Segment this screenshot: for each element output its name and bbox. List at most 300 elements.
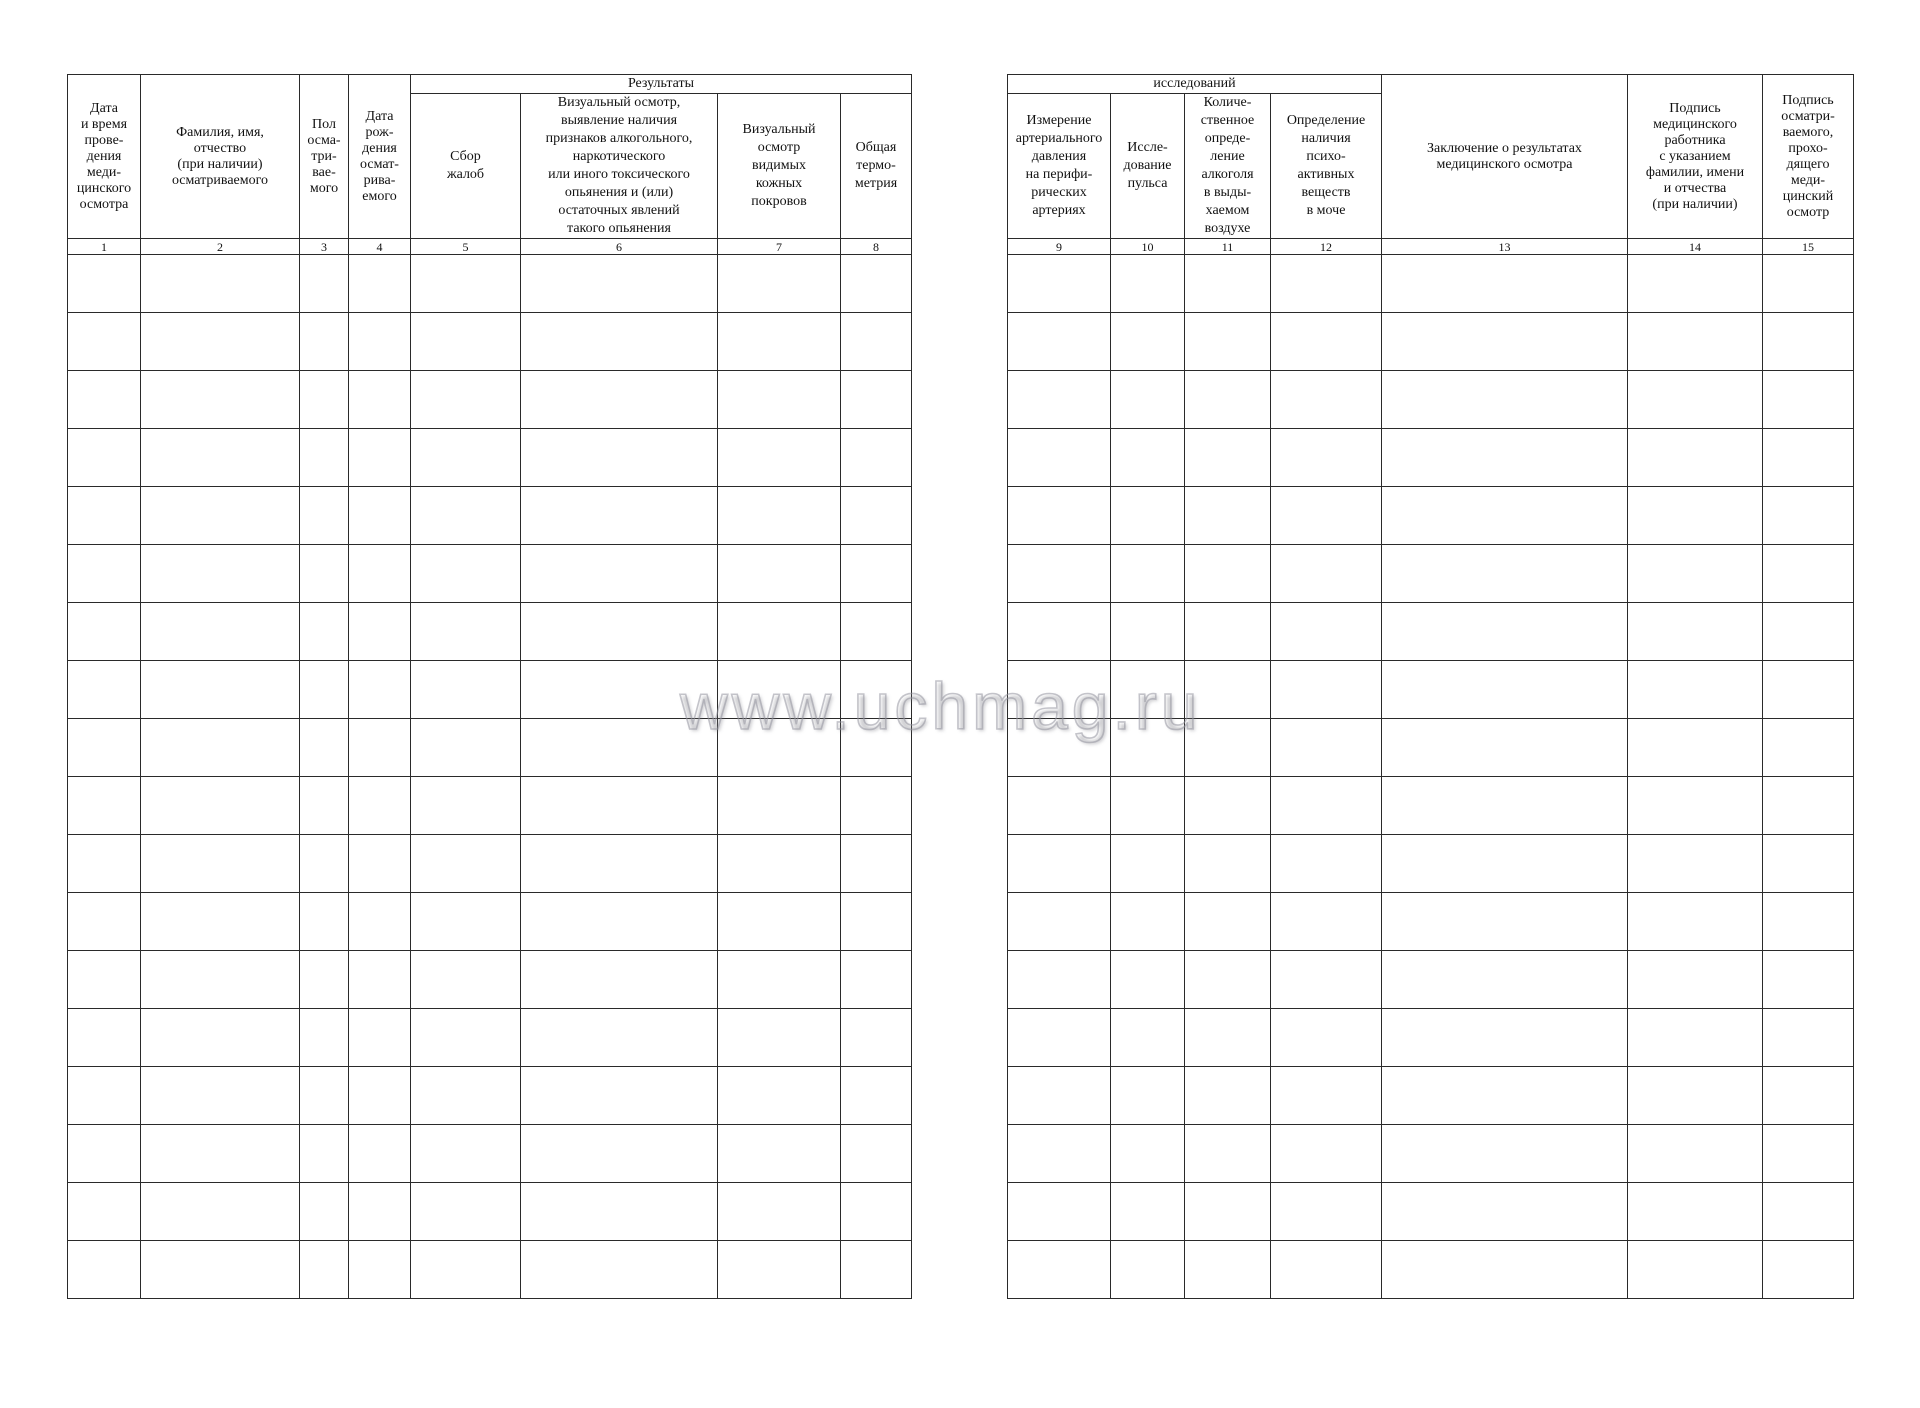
table-cell[interactable] <box>1382 719 1628 777</box>
table-cell[interactable] <box>300 1241 349 1299</box>
table-cell[interactable] <box>349 545 411 603</box>
table-cell[interactable] <box>68 719 141 777</box>
table-cell[interactable] <box>1111 1009 1185 1067</box>
table-cell[interactable] <box>411 255 521 313</box>
table-cell[interactable] <box>1763 1241 1854 1299</box>
table-cell[interactable] <box>521 429 718 487</box>
table-cell[interactable] <box>349 313 411 371</box>
table-cell[interactable] <box>1382 487 1628 545</box>
table-cell[interactable] <box>841 487 912 545</box>
table-cell[interactable] <box>1382 893 1628 951</box>
table-cell[interactable] <box>1111 429 1185 487</box>
table-cell[interactable] <box>411 1241 521 1299</box>
table-cell[interactable] <box>1008 255 1111 313</box>
table-cell[interactable] <box>300 835 349 893</box>
table-cell[interactable] <box>1763 603 1854 661</box>
table-cell[interactable] <box>1111 1067 1185 1125</box>
table-cell[interactable] <box>141 1241 300 1299</box>
table-cell[interactable] <box>349 487 411 545</box>
table-row <box>1008 1125 1854 1183</box>
table-cell[interactable] <box>300 893 349 951</box>
table-cell[interactable] <box>349 1067 411 1125</box>
table-cell[interactable] <box>1271 719 1382 777</box>
table-cell[interactable] <box>1111 1125 1185 1183</box>
table-cell[interactable] <box>411 893 521 951</box>
table-row <box>1008 1241 1854 1299</box>
table-cell[interactable] <box>1008 719 1111 777</box>
table-cell[interactable] <box>1763 1183 1854 1241</box>
table-cell[interactable] <box>349 1183 411 1241</box>
table-cell[interactable] <box>411 1067 521 1125</box>
table-cell[interactable] <box>718 719 841 777</box>
header-urine-substances: Определение наличия психо- активных веществ в моче <box>1271 94 1382 239</box>
table-cell[interactable] <box>1185 835 1271 893</box>
table-cell[interactable] <box>68 1125 141 1183</box>
table-cell[interactable] <box>1111 777 1185 835</box>
table-cell[interactable] <box>1185 545 1271 603</box>
table-cell[interactable] <box>1763 777 1854 835</box>
table-cell[interactable] <box>1008 1067 1111 1125</box>
table-cell[interactable] <box>1763 835 1854 893</box>
table-cell[interactable] <box>1382 429 1628 487</box>
table-cell[interactable] <box>300 371 349 429</box>
table-cell[interactable] <box>141 1067 300 1125</box>
table-row <box>68 603 912 661</box>
table-cell[interactable] <box>841 1009 912 1067</box>
table-cell[interactable] <box>841 893 912 951</box>
table-cell[interactable] <box>521 777 718 835</box>
table-cell[interactable] <box>68 545 141 603</box>
table-cell[interactable] <box>300 777 349 835</box>
table-cell[interactable] <box>1185 487 1271 545</box>
table-row <box>1008 371 1854 429</box>
table-cell[interactable] <box>1628 603 1763 661</box>
table-row <box>68 661 912 719</box>
table-cell[interactable] <box>68 661 141 719</box>
table-cell[interactable] <box>1111 255 1185 313</box>
table-cell[interactable] <box>1628 1241 1763 1299</box>
table-cell[interactable] <box>718 1241 841 1299</box>
table-cell[interactable] <box>841 313 912 371</box>
table-cell[interactable] <box>68 603 141 661</box>
table-cell[interactable] <box>141 603 300 661</box>
table-cell[interactable] <box>1111 371 1185 429</box>
table-cell[interactable] <box>1271 893 1382 951</box>
table-cell[interactable] <box>411 545 521 603</box>
table-cell[interactable] <box>841 1067 912 1125</box>
table-cell[interactable] <box>521 545 718 603</box>
blank-rows-left <box>68 255 912 1299</box>
header-conclusion: Заключение о результатах медицинского осмотра <box>1382 75 1628 239</box>
table-cell[interactable] <box>521 1183 718 1241</box>
table-cell[interactable] <box>1628 1067 1763 1125</box>
table-cell[interactable] <box>1008 661 1111 719</box>
column-number: 7 <box>718 239 841 255</box>
table-cell[interactable] <box>1271 371 1382 429</box>
table-cell[interactable] <box>1271 1009 1382 1067</box>
table-cell[interactable] <box>1008 545 1111 603</box>
table-cell[interactable] <box>141 893 300 951</box>
table-cell[interactable] <box>68 1183 141 1241</box>
table-cell[interactable] <box>1628 661 1763 719</box>
header-visual-intoxication: Визуальный осмотр, выявление наличия признаков алкогольного, наркотического или иного токсического опьянения и (или) остаточных явлений такого опьянения <box>521 94 718 239</box>
table-cell[interactable] <box>349 661 411 719</box>
table-row <box>1008 603 1854 661</box>
table-cell[interactable] <box>1271 487 1382 545</box>
table-cell[interactable] <box>1111 487 1185 545</box>
table-cell[interactable] <box>1271 429 1382 487</box>
table-cell[interactable] <box>68 777 141 835</box>
table-cell[interactable] <box>68 1009 141 1067</box>
table-cell[interactable] <box>1628 1009 1763 1067</box>
table-cell[interactable] <box>300 545 349 603</box>
table-cell[interactable] <box>1628 371 1763 429</box>
header-thermometry: Общая термо- метрия <box>841 94 912 239</box>
table-cell[interactable] <box>349 835 411 893</box>
table-cell[interactable] <box>349 603 411 661</box>
table-cell[interactable] <box>1628 835 1763 893</box>
table-cell[interactable] <box>718 487 841 545</box>
table-row <box>1008 661 1854 719</box>
table-cell[interactable] <box>521 371 718 429</box>
table-cell[interactable] <box>411 777 521 835</box>
table-cell[interactable] <box>718 1183 841 1241</box>
table-row <box>1008 429 1854 487</box>
table-cell[interactable] <box>1185 429 1271 487</box>
table-cell[interactable] <box>1382 603 1628 661</box>
table-cell[interactable] <box>68 893 141 951</box>
table-cell[interactable] <box>1008 1125 1111 1183</box>
table-cell[interactable] <box>841 371 912 429</box>
table-cell[interactable] <box>1763 487 1854 545</box>
table-cell[interactable] <box>1628 719 1763 777</box>
table-cell[interactable] <box>1008 893 1111 951</box>
column-number: 6 <box>521 239 718 255</box>
table-cell[interactable] <box>1763 371 1854 429</box>
table-row <box>68 487 912 545</box>
table-cell[interactable] <box>1763 545 1854 603</box>
table-cell[interactable] <box>141 1125 300 1183</box>
table-cell[interactable] <box>411 719 521 777</box>
table-cell[interactable] <box>521 1125 718 1183</box>
table-cell[interactable] <box>1628 777 1763 835</box>
table-cell[interactable] <box>1382 255 1628 313</box>
table-cell[interactable] <box>300 951 349 1009</box>
table-cell[interactable] <box>1111 835 1185 893</box>
table-cell[interactable] <box>718 893 841 951</box>
table-cell[interactable] <box>718 1125 841 1183</box>
table-cell[interactable] <box>1185 951 1271 1009</box>
table-cell[interactable] <box>141 661 300 719</box>
table-cell[interactable] <box>1763 255 1854 313</box>
table-cell[interactable] <box>718 835 841 893</box>
table-cell[interactable] <box>68 429 141 487</box>
table-cell[interactable] <box>841 255 912 313</box>
column-number: 9 <box>1008 239 1111 255</box>
table-cell[interactable] <box>411 487 521 545</box>
table-cell[interactable] <box>411 1183 521 1241</box>
table-cell[interactable] <box>411 1009 521 1067</box>
table-cell[interactable] <box>1185 1241 1271 1299</box>
table-cell[interactable] <box>68 487 141 545</box>
table-cell[interactable] <box>1763 951 1854 1009</box>
table-cell[interactable] <box>1111 951 1185 1009</box>
table-row <box>68 1125 912 1183</box>
table-cell[interactable] <box>141 719 300 777</box>
table-cell[interactable] <box>1111 719 1185 777</box>
table-cell[interactable] <box>68 835 141 893</box>
table-cell[interactable] <box>141 255 300 313</box>
table-cell[interactable] <box>300 1067 349 1125</box>
table-cell[interactable] <box>349 719 411 777</box>
table-cell[interactable] <box>1763 719 1854 777</box>
table-cell[interactable] <box>411 603 521 661</box>
table-cell[interactable] <box>141 487 300 545</box>
table-cell[interactable] <box>1185 1067 1271 1125</box>
table-cell[interactable] <box>300 487 349 545</box>
table-cell[interactable] <box>68 1067 141 1125</box>
table-cell[interactable] <box>1185 255 1271 313</box>
column-number: 12 <box>1271 239 1382 255</box>
table-cell[interactable] <box>1628 1183 1763 1241</box>
table-cell[interactable] <box>68 1241 141 1299</box>
table-cell[interactable] <box>141 371 300 429</box>
table-cell[interactable] <box>1185 1009 1271 1067</box>
table-cell[interactable] <box>1185 719 1271 777</box>
table-cell[interactable] <box>1382 545 1628 603</box>
table-cell[interactable] <box>1111 603 1185 661</box>
table-cell[interactable] <box>841 429 912 487</box>
table-cell[interactable] <box>68 313 141 371</box>
table-row <box>68 719 912 777</box>
table-cell[interactable] <box>1185 777 1271 835</box>
table-cell[interactable] <box>1382 313 1628 371</box>
table-cell[interactable] <box>1763 429 1854 487</box>
table-cell[interactable] <box>300 661 349 719</box>
table-cell[interactable] <box>841 1241 912 1299</box>
table-cell[interactable] <box>1763 1009 1854 1067</box>
table-cell[interactable] <box>411 429 521 487</box>
table-cell[interactable] <box>1271 835 1382 893</box>
table-cell[interactable] <box>1271 603 1382 661</box>
table-cell[interactable] <box>1763 1125 1854 1183</box>
table-cell[interactable] <box>1008 1183 1111 1241</box>
table-cell[interactable] <box>1382 1067 1628 1125</box>
table-row <box>68 371 912 429</box>
table-cell[interactable] <box>349 893 411 951</box>
table-cell[interactable] <box>411 661 521 719</box>
table-cell[interactable] <box>141 1009 300 1067</box>
table-cell[interactable] <box>411 313 521 371</box>
table-cell[interactable] <box>349 255 411 313</box>
table-cell[interactable] <box>1763 313 1854 371</box>
table-cell[interactable] <box>1185 1125 1271 1183</box>
table-cell[interactable] <box>1008 603 1111 661</box>
table-cell[interactable] <box>349 429 411 487</box>
table-cell[interactable] <box>841 1125 912 1183</box>
table-cell[interactable] <box>1628 545 1763 603</box>
table-cell[interactable] <box>68 371 141 429</box>
table-cell[interactable] <box>1185 1183 1271 1241</box>
table-cell[interactable] <box>1382 835 1628 893</box>
table-cell[interactable] <box>1111 1241 1185 1299</box>
table-cell[interactable] <box>718 255 841 313</box>
table-cell[interactable] <box>300 1125 349 1183</box>
table-cell[interactable] <box>1271 255 1382 313</box>
table-cell[interactable] <box>1008 1009 1111 1067</box>
table-cell[interactable] <box>1382 1125 1628 1183</box>
table-cell[interactable] <box>1008 313 1111 371</box>
table-cell[interactable] <box>1628 429 1763 487</box>
table-cell[interactable] <box>349 777 411 835</box>
table-cell[interactable] <box>1271 1125 1382 1183</box>
table-cell[interactable] <box>1763 1067 1854 1125</box>
table-cell[interactable] <box>1008 835 1111 893</box>
table-cell[interactable] <box>300 1183 349 1241</box>
table-cell[interactable] <box>841 1183 912 1241</box>
table-cell[interactable] <box>841 545 912 603</box>
table-cell[interactable] <box>141 1183 300 1241</box>
table-cell[interactable] <box>1271 1067 1382 1125</box>
table-cell[interactable] <box>1008 487 1111 545</box>
table-cell[interactable] <box>1628 951 1763 1009</box>
table-cell[interactable] <box>1008 429 1111 487</box>
table-row <box>68 313 912 371</box>
table-cell[interactable] <box>1111 893 1185 951</box>
table-cell[interactable] <box>718 1009 841 1067</box>
table-cell[interactable] <box>1382 951 1628 1009</box>
table-cell[interactable] <box>718 661 841 719</box>
table-cell[interactable] <box>1008 951 1111 1009</box>
table-cell[interactable] <box>300 313 349 371</box>
table-cell[interactable] <box>1382 661 1628 719</box>
table-cell[interactable] <box>1271 661 1382 719</box>
table-cell[interactable] <box>718 545 841 603</box>
table-cell[interactable] <box>1382 1241 1628 1299</box>
table-cell[interactable] <box>1628 255 1763 313</box>
table-cell[interactable] <box>718 603 841 661</box>
table-cell[interactable] <box>1185 893 1271 951</box>
table-cell[interactable] <box>1382 371 1628 429</box>
table-cell[interactable] <box>718 429 841 487</box>
table-cell[interactable] <box>841 951 912 1009</box>
table-cell[interactable] <box>411 1125 521 1183</box>
table-cell[interactable] <box>141 835 300 893</box>
header-birth-date: Дата рож- дения осмат- рива- емого <box>349 75 411 239</box>
table-cell[interactable] <box>141 951 300 1009</box>
table-cell[interactable] <box>718 777 841 835</box>
table-cell[interactable] <box>841 777 912 835</box>
table-cell[interactable] <box>1763 661 1854 719</box>
table-cell[interactable] <box>1628 1125 1763 1183</box>
table-cell[interactable] <box>521 255 718 313</box>
table-cell[interactable] <box>521 487 718 545</box>
table-row <box>68 1241 912 1299</box>
table-cell[interactable] <box>68 951 141 1009</box>
table-cell[interactable] <box>1271 777 1382 835</box>
table-cell[interactable] <box>411 835 521 893</box>
right-page <box>1007 74 1853 1299</box>
table-cell[interactable] <box>521 1067 718 1125</box>
table-cell[interactable] <box>349 371 411 429</box>
table-cell[interactable] <box>349 951 411 1009</box>
table-cell[interactable] <box>1111 313 1185 371</box>
table-cell[interactable] <box>841 719 912 777</box>
table-cell[interactable] <box>841 835 912 893</box>
table-cell[interactable] <box>1628 313 1763 371</box>
journal-table-right <box>1007 74 1854 1299</box>
table-cell[interactable] <box>521 951 718 1009</box>
table-cell[interactable] <box>718 1067 841 1125</box>
table-cell[interactable] <box>1185 661 1271 719</box>
table-cell[interactable] <box>718 371 841 429</box>
table-cell[interactable] <box>300 603 349 661</box>
table-cell[interactable] <box>411 951 521 1009</box>
table-cell[interactable] <box>349 1009 411 1067</box>
table-cell[interactable] <box>1185 371 1271 429</box>
table-cell[interactable] <box>1111 1183 1185 1241</box>
table-cell[interactable] <box>521 313 718 371</box>
table-cell[interactable] <box>141 313 300 371</box>
table-cell[interactable] <box>141 429 300 487</box>
table-cell[interactable] <box>141 777 300 835</box>
header-complaints: Сбор жалоб <box>411 94 521 239</box>
column-number: 4 <box>349 239 411 255</box>
table-cell[interactable] <box>411 371 521 429</box>
table-cell[interactable] <box>521 719 718 777</box>
table-cell[interactable] <box>349 1241 411 1299</box>
table-row <box>1008 1009 1854 1067</box>
table-cell[interactable] <box>300 1009 349 1067</box>
table-cell[interactable] <box>1382 1183 1628 1241</box>
table-cell[interactable] <box>1382 1009 1628 1067</box>
table-cell[interactable] <box>300 255 349 313</box>
table-cell[interactable] <box>1271 1183 1382 1241</box>
table-cell[interactable] <box>521 1009 718 1067</box>
table-cell[interactable] <box>521 835 718 893</box>
table-row <box>1008 487 1854 545</box>
table-cell[interactable] <box>1111 661 1185 719</box>
table-cell[interactable] <box>1628 893 1763 951</box>
table-cell[interactable] <box>521 603 718 661</box>
table-cell[interactable] <box>1111 545 1185 603</box>
table-cell[interactable] <box>1008 371 1111 429</box>
table-cell[interactable] <box>1185 603 1271 661</box>
table-cell[interactable] <box>1271 1241 1382 1299</box>
table-cell[interactable] <box>1185 313 1271 371</box>
table-cell[interactable] <box>141 545 300 603</box>
table-cell[interactable] <box>1271 545 1382 603</box>
table-cell[interactable] <box>300 719 349 777</box>
table-cell[interactable] <box>1271 951 1382 1009</box>
table-cell[interactable] <box>841 603 912 661</box>
table-cell[interactable] <box>521 661 718 719</box>
table-cell[interactable] <box>300 429 349 487</box>
table-cell[interactable] <box>521 893 718 951</box>
table-cell[interactable] <box>1271 313 1382 371</box>
table-cell[interactable] <box>1382 777 1628 835</box>
table-cell[interactable] <box>521 1241 718 1299</box>
table-cell[interactable] <box>349 1125 411 1183</box>
table-cell[interactable] <box>1008 777 1111 835</box>
table-cell[interactable] <box>1008 1241 1111 1299</box>
table-cell[interactable] <box>718 313 841 371</box>
table-cell[interactable] <box>1763 893 1854 951</box>
table-cell[interactable] <box>68 255 141 313</box>
table-cell[interactable] <box>841 661 912 719</box>
table-cell[interactable] <box>718 951 841 1009</box>
table-cell[interactable] <box>1628 487 1763 545</box>
